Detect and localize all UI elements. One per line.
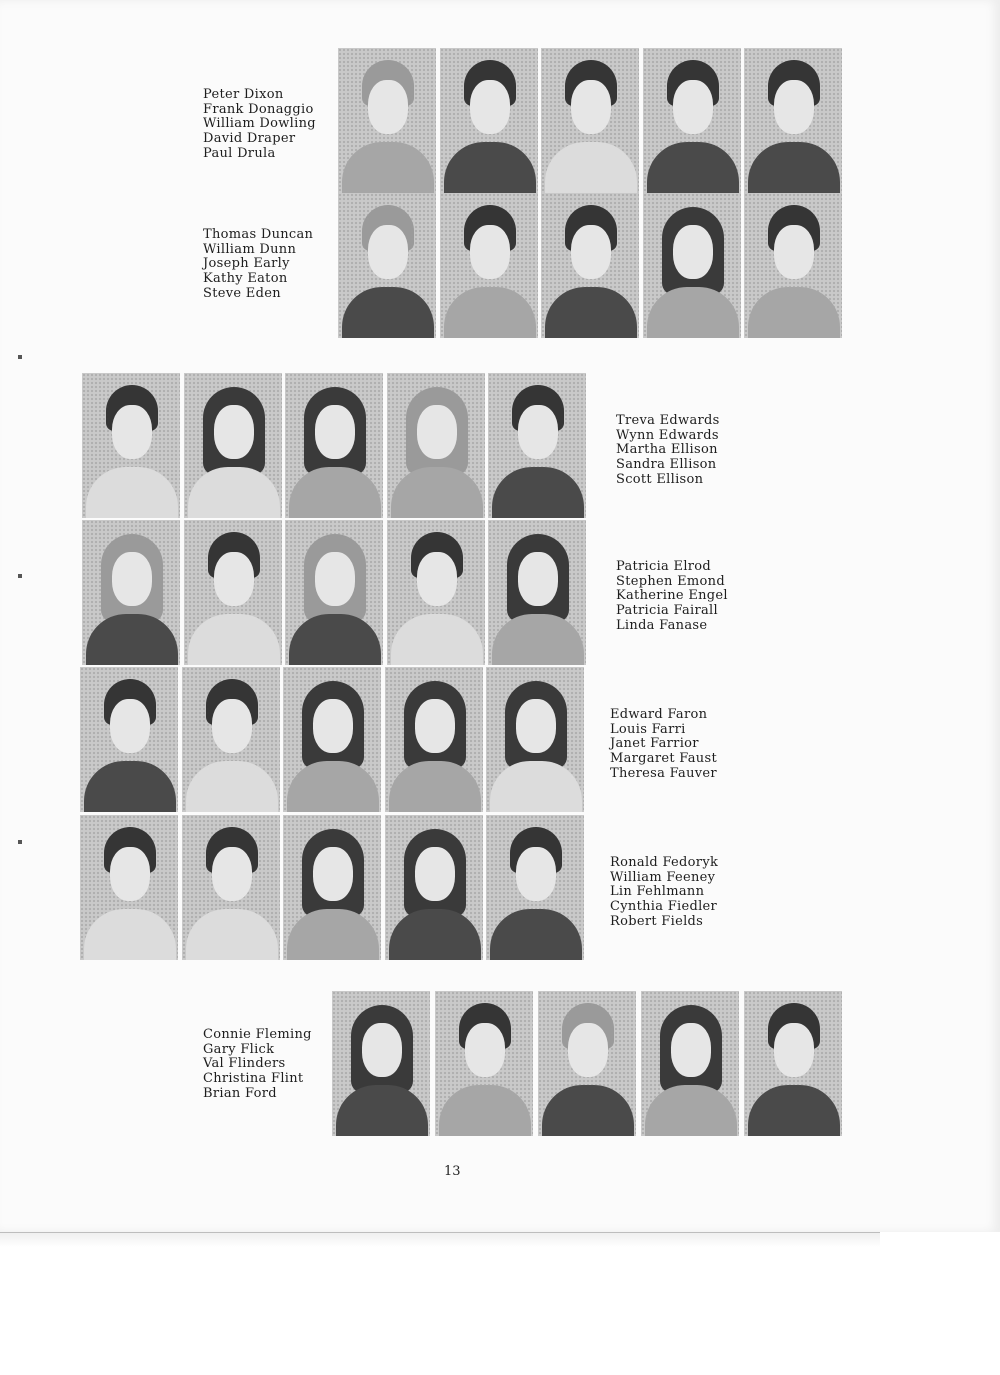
student-name: David Draper — [203, 131, 296, 147]
student-portrait — [80, 667, 178, 812]
student-portrait — [182, 815, 280, 960]
student-name: Wynn Edwards — [616, 427, 719, 443]
student-portrait — [440, 48, 538, 193]
student-name: Katherine Engel — [616, 588, 728, 604]
student-portrait — [385, 815, 483, 960]
page-number: 13 — [444, 1164, 461, 1179]
name-list — [616, 560, 728, 634]
student-portrait — [182, 667, 280, 812]
portrait-row — [80, 667, 584, 812]
student-portrait — [435, 991, 533, 1136]
student-portrait — [744, 193, 842, 338]
student-portrait — [486, 667, 584, 812]
student-name: Robert Fields — [610, 913, 704, 929]
student-name: William Feeney — [610, 869, 716, 885]
student-name: William Dowling — [203, 116, 316, 132]
student-portrait — [285, 373, 383, 518]
student-name: Stephen Emond — [616, 573, 725, 589]
name-list — [203, 88, 316, 162]
student-portrait — [744, 48, 842, 193]
portrait-row — [338, 193, 842, 338]
student-portrait — [641, 991, 739, 1136]
binding-mark — [18, 574, 22, 578]
student-name: Sandra Ellison — [616, 457, 717, 473]
student-name: Patricia Elrod — [616, 559, 712, 574]
student-portrait — [332, 991, 430, 1136]
portrait-row — [338, 48, 842, 193]
student-name: Frank Donaggio — [203, 101, 314, 117]
student-name: Martha Ellison — [616, 442, 718, 458]
name-list — [203, 228, 313, 302]
name-list — [203, 1028, 312, 1102]
student-portrait — [385, 667, 483, 812]
student-portrait — [387, 520, 485, 665]
student-portrait — [387, 373, 485, 518]
student-portrait — [82, 373, 180, 518]
binding-mark — [18, 840, 22, 844]
student-name: Peter Dixon — [203, 87, 284, 102]
student-portrait — [541, 48, 639, 193]
student-portrait — [643, 48, 741, 193]
portrait-row — [332, 991, 842, 1136]
student-portrait — [488, 520, 586, 665]
student-name: Val Flinders — [203, 1056, 286, 1072]
student-name: Thomas Duncan — [203, 227, 314, 242]
student-name: Louis Farri — [610, 721, 686, 737]
student-name: Patricia Fairall — [616, 603, 718, 619]
student-name: Janet Farrior — [610, 736, 699, 752]
student-name: Theresa Fauver — [610, 765, 717, 781]
student-portrait — [744, 991, 842, 1136]
student-portrait — [486, 815, 584, 960]
student-portrait — [80, 815, 178, 960]
student-name: Kathy Eaton — [203, 271, 288, 287]
portrait-row — [82, 520, 586, 665]
student-name: Cynthia Fiedler — [610, 899, 718, 915]
student-name: Scott Ellison — [616, 471, 704, 487]
portrait-row — [80, 815, 584, 960]
student-name: Connie Fleming — [203, 1027, 312, 1042]
student-portrait — [440, 193, 538, 338]
portrait-row — [82, 373, 586, 518]
student-portrait — [285, 520, 383, 665]
student-portrait — [283, 667, 381, 812]
student-portrait — [82, 520, 180, 665]
student-portrait — [283, 815, 381, 960]
student-name: Paul Drula — [203, 145, 276, 161]
student-name: Margaret Faust — [610, 751, 717, 767]
student-portrait — [338, 48, 436, 193]
name-list — [610, 708, 717, 782]
student-name: Edward Faron — [610, 707, 708, 722]
student-portrait — [541, 193, 639, 338]
student-portrait — [338, 193, 436, 338]
page-edge — [0, 1232, 880, 1247]
name-list — [610, 856, 718, 930]
student-name: Treva Edwards — [616, 413, 720, 428]
student-portrait — [538, 991, 636, 1136]
student-name: Christina Flint — [203, 1071, 304, 1087]
student-portrait — [184, 373, 282, 518]
binding-mark — [18, 355, 22, 359]
student-name: Lin Fehlmann — [610, 884, 705, 900]
student-name: Joseph Early — [203, 256, 290, 272]
student-name: Steve Eden — [203, 285, 281, 301]
student-portrait — [488, 373, 586, 518]
student-portrait — [643, 193, 741, 338]
name-list — [616, 414, 720, 488]
student-portrait — [184, 520, 282, 665]
student-name: Brian Ford — [203, 1085, 277, 1101]
student-name: Linda Fanase — [616, 617, 708, 633]
student-name: Gary Flick — [203, 1041, 275, 1057]
student-name: William Dunn — [203, 241, 297, 257]
student-name: Ronald Fedoryk — [610, 855, 719, 870]
